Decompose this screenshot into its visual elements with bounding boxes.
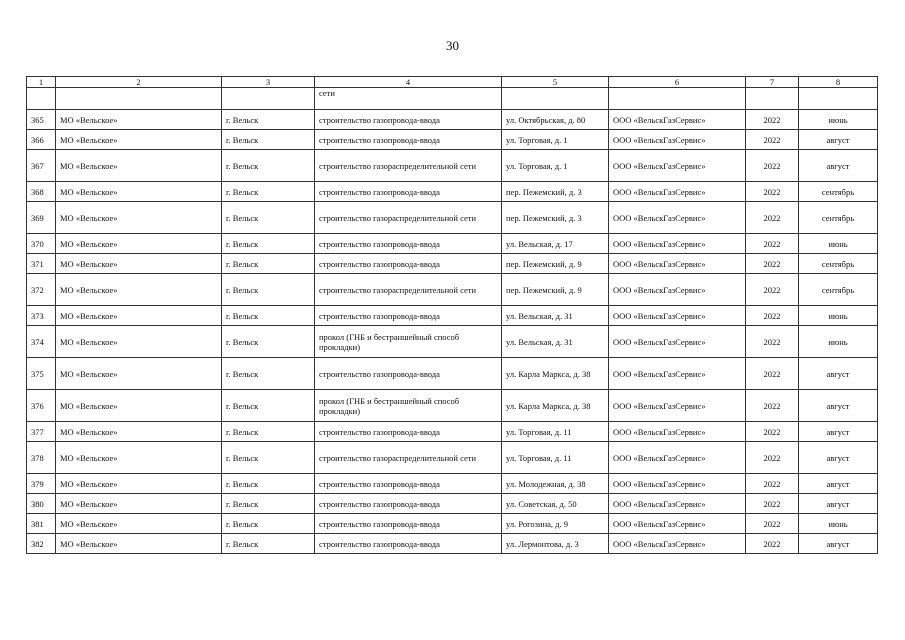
address-cell: ул. Октябрьская, д. 80 — [502, 110, 609, 130]
month-cell: август — [799, 422, 878, 442]
table-row — [27, 442, 878, 474]
row-number: 368 — [27, 182, 56, 202]
table-row — [27, 390, 878, 422]
organization-cell: ООО «ВельскГазСервис» — [609, 306, 746, 326]
year-cell: 2022 — [746, 234, 799, 254]
table-row — [27, 150, 878, 182]
organization-cell: ООО «ВельскГазСервис» — [609, 358, 746, 390]
table-row — [27, 274, 878, 306]
row-number: 367 — [27, 150, 56, 182]
municipality-cell: МО «Вельское» — [56, 390, 222, 422]
month-cell: июнь — [799, 234, 878, 254]
register-table — [26, 76, 878, 554]
organization-cell: ООО «ВельскГазСервис» — [609, 534, 746, 554]
month-cell: август — [799, 494, 878, 514]
work-type-cell: строительство газопровода-ввода — [315, 306, 502, 326]
year-cell: 2022 — [746, 326, 799, 358]
column-number: 7 — [746, 77, 799, 88]
organization-cell: ООО «ВельскГазСервис» — [609, 390, 746, 422]
municipality-cell: МО «Вельское» — [56, 110, 222, 130]
address-cell: пер. Пежемский, д. 3 — [502, 182, 609, 202]
table-row — [27, 326, 878, 358]
year-cell: 2022 — [746, 494, 799, 514]
row-number: 373 — [27, 306, 56, 326]
year-cell: 2022 — [746, 130, 799, 150]
municipality-cell: МО «Вельское» — [56, 514, 222, 534]
municipality-cell: МО «Вельское» — [56, 130, 222, 150]
municipality-cell: МО «Вельское» — [56, 202, 222, 234]
locality-cell: г. Вельск — [222, 202, 315, 234]
municipality-cell: МО «Вельское» — [56, 358, 222, 390]
address-cell: ул. Торговая, д. 1 — [502, 150, 609, 182]
table-row — [27, 110, 878, 130]
organization-cell: ООО «ВельскГазСервис» — [609, 514, 746, 534]
organization-cell: ООО «ВельскГазСервис» — [609, 254, 746, 274]
column-number: 8 — [799, 77, 878, 88]
locality-cell: г. Вельск — [222, 534, 315, 554]
address-cell: ул. Рогозина, д. 9 — [502, 514, 609, 534]
column-number: 1 — [27, 77, 56, 88]
organization-cell: ООО «ВельскГазСервис» — [609, 474, 746, 494]
organization-cell: ООО «ВельскГазСервис» — [609, 110, 746, 130]
month-cell: сентябрь — [799, 182, 878, 202]
month-cell: август — [799, 442, 878, 474]
row-number: 377 — [27, 422, 56, 442]
table-row — [27, 306, 878, 326]
column-number: 6 — [609, 77, 746, 88]
month-cell: сентябрь — [799, 274, 878, 306]
row-number: 380 — [27, 494, 56, 514]
municipality-cell: МО «Вельское» — [56, 306, 222, 326]
municipality-cell: МО «Вельское» — [56, 326, 222, 358]
organization-cell: ООО «ВельскГазСервис» — [609, 326, 746, 358]
address-cell: ул. Карла Маркса, д. 38 — [502, 358, 609, 390]
month-cell: август — [799, 474, 878, 494]
month-cell: август — [799, 358, 878, 390]
work-type-cell: строительство газопровода-ввода — [315, 358, 502, 390]
work-type-cell: строительство газопровода-ввода — [315, 182, 502, 202]
municipality-cell: МО «Вельское» — [56, 442, 222, 474]
address-cell: ул. Лермонтова, д. 3 — [502, 534, 609, 554]
locality-cell: г. Вельск — [222, 274, 315, 306]
address-cell: ул. Советская, д. 50 — [502, 494, 609, 514]
municipality-cell: МО «Вельское» — [56, 494, 222, 514]
municipality-cell: МО «Вельское» — [56, 534, 222, 554]
table-row — [27, 534, 878, 554]
row-number: 370 — [27, 234, 56, 254]
locality-cell: г. Вельск — [222, 390, 315, 422]
year-cell: 2022 — [746, 306, 799, 326]
table-row — [27, 514, 878, 534]
locality-cell: г. Вельск — [222, 422, 315, 442]
year-cell: 2022 — [746, 358, 799, 390]
row-number: 381 — [27, 514, 56, 534]
table-row — [27, 182, 878, 202]
municipality-cell: МО «Вельское» — [56, 474, 222, 494]
column-number: 3 — [222, 77, 315, 88]
locality-cell: г. Вельск — [222, 130, 315, 150]
organization-cell: ООО «ВельскГазСервис» — [609, 202, 746, 234]
municipality-cell: МО «Вельское» — [56, 150, 222, 182]
organization-cell: ООО «ВельскГазСервис» — [609, 494, 746, 514]
work-type-cell: строительство газопровода-ввода — [315, 422, 502, 442]
column-number: 5 — [502, 77, 609, 88]
address-cell: пер. Пежемский, д. 9 — [502, 274, 609, 306]
address-cell: ул. Вельская, д. 31 — [502, 306, 609, 326]
row-number: 371 — [27, 254, 56, 274]
table-row — [27, 234, 878, 254]
month-cell: июнь — [799, 110, 878, 130]
locality-cell: г. Вельск — [222, 442, 315, 474]
table-body — [27, 88, 878, 554]
work-type-cell: строительство газопровода-ввода — [315, 130, 502, 150]
row-number: 378 — [27, 442, 56, 474]
row-number: 379 — [27, 474, 56, 494]
work-type-cell: строительство газопровода-ввода — [315, 234, 502, 254]
locality-cell: г. Вельск — [222, 514, 315, 534]
year-cell: 2022 — [746, 514, 799, 534]
locality-cell: г. Вельск — [222, 474, 315, 494]
row-number: 375 — [27, 358, 56, 390]
address-cell: ул. Торговая, д. 11 — [502, 442, 609, 474]
table-row — [27, 494, 878, 514]
work-type-cell: строительство газопровода-ввода — [315, 494, 502, 514]
work-type-cell: прокол (ГНБ и бестраншейный способ прокладки) — [315, 390, 502, 422]
address-cell: ул. Вельская, д. 17 — [502, 234, 609, 254]
month-cell: сентябрь — [799, 202, 878, 234]
table-row — [27, 358, 878, 390]
locality-cell: г. Вельск — [222, 306, 315, 326]
continuation-row — [27, 88, 878, 110]
table-row — [27, 202, 878, 234]
organization-cell: ООО «ВельскГазСервис» — [609, 150, 746, 182]
address-cell: ул. Торговая, д. 11 — [502, 422, 609, 442]
year-cell: 2022 — [746, 390, 799, 422]
year-cell: 2022 — [746, 202, 799, 234]
locality-cell: г. Вельск — [222, 150, 315, 182]
column-number-row — [27, 77, 878, 88]
work-type-cell: строительство газопровода-ввода — [315, 110, 502, 130]
month-cell: август — [799, 150, 878, 182]
locality-cell: г. Вельск — [222, 358, 315, 390]
month-cell: июнь — [799, 326, 878, 358]
row-number: 365 — [27, 110, 56, 130]
row-number: 369 — [27, 202, 56, 234]
work-type-cell: строительство газопровода-ввода — [315, 254, 502, 274]
continuation-text: сети — [315, 88, 502, 110]
locality-cell: г. Вельск — [222, 494, 315, 514]
address-cell: ул. Торговая, д. 1 — [502, 130, 609, 150]
column-number: 2 — [56, 77, 222, 88]
locality-cell: г. Вельск — [222, 182, 315, 202]
year-cell: 2022 — [746, 150, 799, 182]
work-type-cell: строительство газопровода-ввода — [315, 534, 502, 554]
organization-cell: ООО «ВельскГазСервис» — [609, 130, 746, 150]
table-row — [27, 474, 878, 494]
row-number: 382 — [27, 534, 56, 554]
address-cell: ул. Вельская, д. 31 — [502, 326, 609, 358]
month-cell: август — [799, 390, 878, 422]
year-cell: 2022 — [746, 254, 799, 274]
municipality-cell: МО «Вельское» — [56, 422, 222, 442]
organization-cell: ООО «ВельскГазСервис» — [609, 274, 746, 306]
month-cell: июнь — [799, 306, 878, 326]
column-number: 4 — [315, 77, 502, 88]
locality-cell: г. Вельск — [222, 254, 315, 274]
work-type-cell: строительство газопровода-ввода — [315, 514, 502, 534]
month-cell: июнь — [799, 514, 878, 534]
organization-cell: ООО «ВельскГазСервис» — [609, 182, 746, 202]
row-number: 376 — [27, 390, 56, 422]
row-number: 372 — [27, 274, 56, 306]
page-number: 30 — [446, 38, 459, 53]
year-cell: 2022 — [746, 442, 799, 474]
table-row — [27, 254, 878, 274]
row-number: 366 — [27, 130, 56, 150]
year-cell: 2022 — [746, 474, 799, 494]
row-number: 374 — [27, 326, 56, 358]
table-row — [27, 130, 878, 150]
table-row — [27, 422, 878, 442]
work-type-cell: строительство газораспределительной сети — [315, 202, 502, 234]
work-type-cell: строительство газопровода-ввода — [315, 474, 502, 494]
address-cell: ул. Карла Маркса, д. 38 — [502, 390, 609, 422]
address-cell: ул. Молодежная, д. 38 — [502, 474, 609, 494]
locality-cell: г. Вельск — [222, 234, 315, 254]
work-type-cell: строительство газораспределительной сети — [315, 150, 502, 182]
work-type-cell: строительство газораспределительной сети — [315, 274, 502, 306]
year-cell: 2022 — [746, 274, 799, 306]
address-cell: пер. Пежемский, д. 3 — [502, 202, 609, 234]
organization-cell: ООО «ВельскГазСервис» — [609, 234, 746, 254]
organization-cell: ООО «ВельскГазСервис» — [609, 422, 746, 442]
year-cell: 2022 — [746, 534, 799, 554]
year-cell: 2022 — [746, 110, 799, 130]
work-type-cell: строительство газораспределительной сети — [315, 442, 502, 474]
month-cell: август — [799, 534, 878, 554]
municipality-cell: МО «Вельское» — [56, 234, 222, 254]
address-cell: пер. Пежемский, д. 9 — [502, 254, 609, 274]
month-cell: август — [799, 130, 878, 150]
locality-cell: г. Вельск — [222, 110, 315, 130]
municipality-cell: МО «Вельское» — [56, 274, 222, 306]
month-cell: сентябрь — [799, 254, 878, 274]
organization-cell: ООО «ВельскГазСервис» — [609, 442, 746, 474]
municipality-cell: МО «Вельское» — [56, 182, 222, 202]
year-cell: 2022 — [746, 422, 799, 442]
municipality-cell: МО «Вельское» — [56, 254, 222, 274]
work-type-cell: прокол (ГНБ и бестраншейный способ прокладки) — [315, 326, 502, 358]
year-cell: 2022 — [746, 182, 799, 202]
locality-cell: г. Вельск — [222, 326, 315, 358]
